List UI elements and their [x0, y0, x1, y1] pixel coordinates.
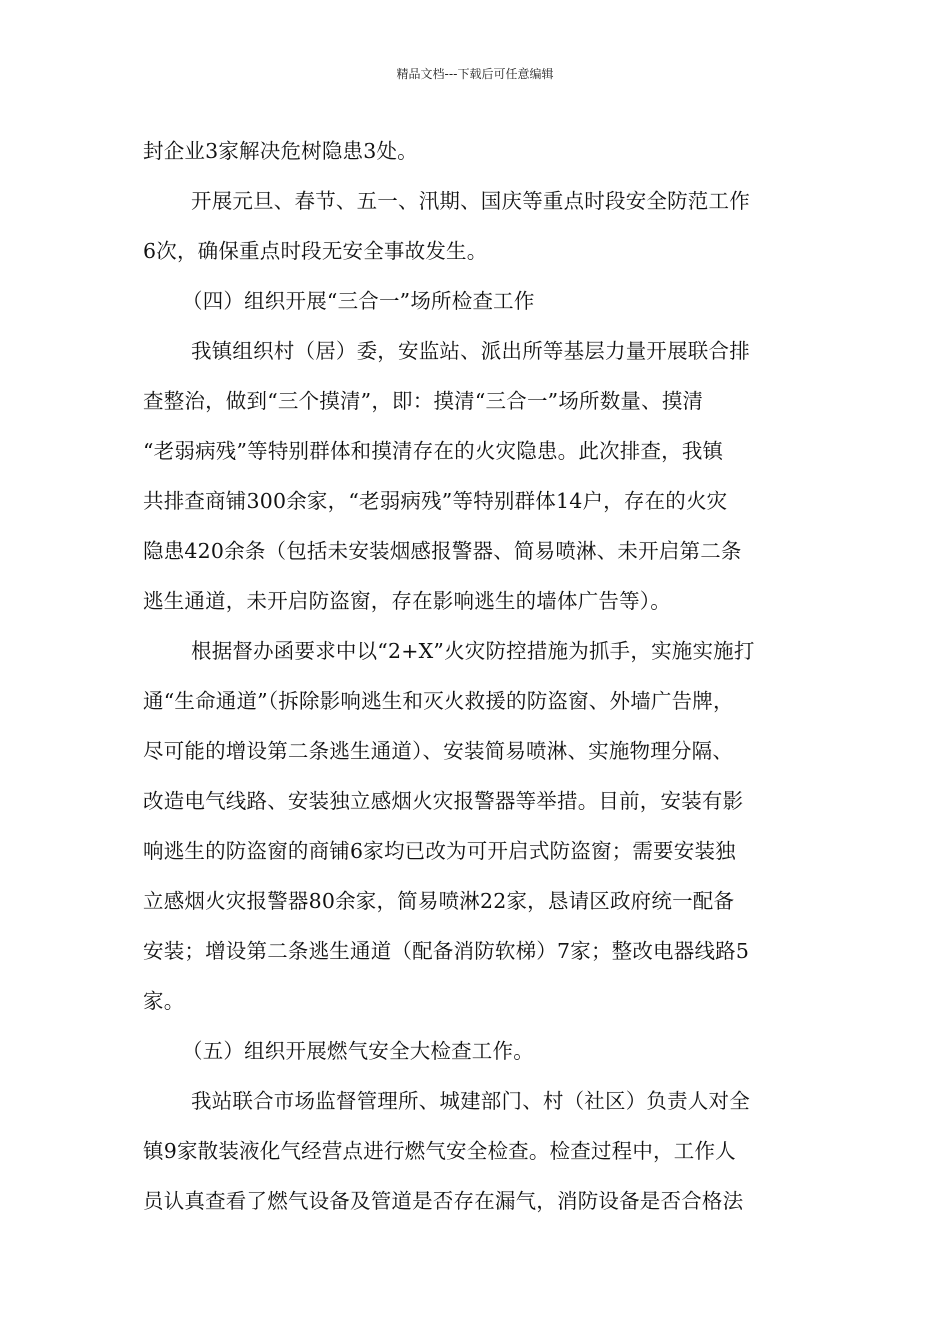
paragraph-line: 6次，确保重点时段无安全事故发生。: [143, 239, 488, 263]
section-heading: （五）组织开展燃气安全大检查工作。: [182, 1039, 534, 1063]
page-header: 精品文档---下载后可任意编辑: [396, 67, 554, 81]
paragraph-line: 我镇组织村（居）委，安监站、派出所等基层力量开展联合排: [191, 339, 750, 363]
paragraph-line: 家。: [143, 989, 185, 1013]
paragraph-line: 开展元旦、春节、五一、汛期、国庆等重点时段安全防范工作: [191, 189, 750, 213]
paragraph-line: 镇9家散装液化气经营点进行燃气安全检查。检查过程中，工作人: [143, 1139, 736, 1163]
paragraph-line: 立感烟火灾报警器80余家，简易喷淋22家，恳请区政府统一配备: [143, 889, 735, 913]
paragraph-line: 封企业3家解决危树隐患3处。: [143, 139, 418, 163]
paragraph-line: 安装；增设第二条逃生通道（配备消防软梯）7家；整改电器线路5: [143, 939, 750, 963]
paragraph-line: 隐患420余条（包括未安装烟感报警器、简易喷淋、未开启第二条: [143, 539, 742, 563]
paragraph-line: 查整治，做到“三个摸清”，即：摸清“三合一”场所数量、摸清: [143, 389, 704, 413]
paragraph-line: “老弱病残”等特别群体和摸清存在的火灾隐患。此次排查，我镇: [143, 439, 724, 463]
paragraph-line: 改造电气线路、安装独立感烟火灾报警器等举措。目前，安装有影: [143, 789, 744, 813]
paragraph-line: 我站联合市场监督管理所、城建部门、村（社区）负责人对全: [191, 1089, 750, 1113]
paragraph-line: 响逃生的防盗窗的商铺6家均已改为可开启式防盗窗；需要安装独: [143, 839, 736, 863]
paragraph-line: 共排查商铺300余家，“老弱病残”等特别群体14户，存在的火灾: [143, 489, 728, 513]
paragraph-line: 逃生通道，未开启防盗窗，存在影响逃生的墙体广告等）。: [143, 589, 671, 613]
paragraph-line: 员认真查看了燃气设备及管道是否存在漏气，消防设备是否合格法: [143, 1189, 744, 1213]
paragraph-line: 根据督办函要求中以“2+X”火灾防控措施为抓手，实施实施打: [191, 639, 755, 663]
paragraph-line: 尽可能的增设第二条逃生通道）、安装简易喷淋、实施物理分隔、: [143, 739, 734, 763]
section-heading: （四）组织开展“三合一”场所检查工作: [182, 289, 535, 313]
paragraph-line: 通“生命通道”（拆除影响逃生和灭火救援的防盗窗、外墙广告牌，: [143, 689, 734, 713]
